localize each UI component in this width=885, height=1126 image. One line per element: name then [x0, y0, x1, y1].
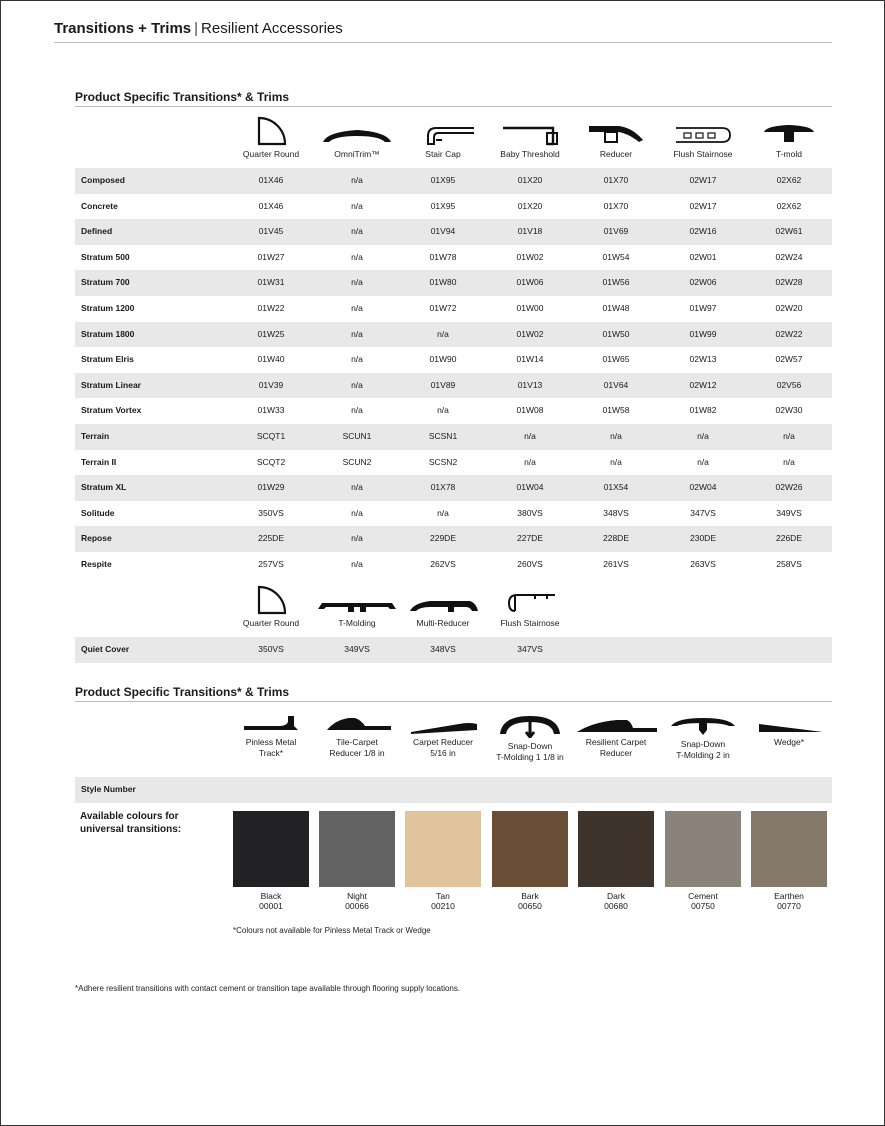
col-quarter-round	[228, 116, 314, 160]
table-row	[75, 219, 832, 245]
table-cell: n/a	[351, 507, 363, 518]
table-cell: 347VS	[517, 644, 543, 654]
page-title: Transitions + Trims	[54, 20, 192, 37]
row-name: Concrete	[81, 200, 118, 211]
pinless-metal-track-icon	[236, 712, 306, 734]
table-cell: 227DE	[517, 533, 543, 544]
table-cell: 01W58	[602, 405, 630, 416]
table-cell: n/a	[524, 431, 536, 441]
table-cell: n/a	[351, 277, 363, 288]
table-cell: 258VS	[776, 559, 802, 569]
table-cell: 02W22	[775, 328, 803, 339]
swatch-label	[400, 891, 486, 911]
col-label: Quarter Round	[242, 149, 300, 159]
col-stair-cap	[400, 116, 486, 160]
table-cell: 01W56	[602, 277, 630, 288]
style-number-row	[75, 777, 832, 803]
swatch-code: 00650	[518, 901, 542, 911]
col-label: T-Molding	[338, 618, 376, 628]
row-name: Composed	[81, 175, 125, 185]
table-cell: 02W26	[775, 482, 803, 493]
table-cell: 01X20	[517, 200, 543, 211]
table-cell: 350VS	[258, 644, 284, 654]
swatch-code: 00770	[777, 901, 801, 911]
t-molding-icon	[314, 585, 400, 615]
table-cell: 01W99	[689, 328, 717, 339]
table-cell: 349VS	[344, 644, 370, 654]
col-wedge	[746, 712, 832, 748]
table-row	[75, 322, 832, 348]
table-cell: 229DE	[430, 533, 456, 544]
colours-label-line2: universal transitions:	[80, 824, 182, 835]
row-name: Stratum 1200	[81, 303, 135, 313]
table-cell: 01X46	[258, 200, 284, 211]
flush-stairnose-icon	[495, 585, 565, 615]
col-t-mold	[746, 116, 832, 160]
colour-swatch	[492, 811, 568, 887]
table-cell: SCUN1	[342, 431, 372, 441]
col-label: Multi-Reducer	[416, 618, 470, 628]
stair-cap-icon	[408, 116, 478, 146]
table-cell: 01W04	[516, 482, 544, 493]
swatch-name: Dark	[607, 891, 625, 901]
label-line2: Reducer	[599, 748, 633, 758]
table-cell: 01W27	[257, 251, 285, 262]
footnote: *Adhere resilient transitions with contact cement or transition tape available through flooring supply locations.	[75, 984, 461, 993]
table-row	[75, 526, 832, 552]
table-cell: 01X70	[603, 175, 629, 185]
colour-note: *Colours not available for Pinless Metal Track or Wedge	[233, 926, 431, 935]
row-name: Stratum Vortex	[81, 405, 142, 416]
label-line1: Tile-Carpet	[336, 737, 378, 747]
col-label: OmniTrim™	[334, 149, 380, 159]
snap-down-t-molding-2-icon	[663, 712, 743, 736]
table-cell: 01W06	[516, 277, 544, 288]
table-cell: n/a	[351, 175, 363, 185]
colour-swatch	[751, 811, 827, 887]
table-cell: 01V45	[258, 226, 284, 237]
table-cell: 02W24	[775, 251, 803, 262]
table-row	[75, 270, 832, 296]
table-cell: 02W20	[775, 303, 803, 313]
table-row	[75, 398, 832, 424]
table-cell: SCQT1	[256, 431, 286, 441]
colours-label	[80, 810, 181, 836]
resilient-carpet-reducer-icon	[573, 712, 659, 734]
col-label: Baby Threshold	[500, 149, 560, 159]
table-cell: n/a	[351, 559, 363, 569]
table-cell: 380VS	[517, 507, 543, 518]
col-label	[573, 737, 659, 759]
table-cell: 02W06	[689, 277, 717, 288]
swatch-name: Cement	[688, 891, 718, 901]
swatch-name: Bark	[521, 891, 539, 901]
col-label	[487, 741, 573, 763]
row-name: Stratum 1800	[81, 328, 135, 339]
swatch-name: Night	[347, 891, 367, 901]
table-cell: 02W30	[775, 405, 803, 416]
table-row	[75, 245, 832, 271]
table-cell: 261VS	[603, 559, 629, 569]
label-line2: 5/16 in	[430, 748, 456, 758]
col-label	[660, 739, 746, 761]
col-reducer	[573, 116, 659, 160]
style-number-label: Style Number	[81, 784, 136, 794]
table-cell: SCUN2	[342, 456, 372, 467]
table-cell: 01X70	[603, 200, 629, 211]
swatch-name: Tan	[436, 891, 450, 901]
row-name: Terrain	[81, 431, 110, 441]
section2-title: Product Specific Transitions* & Trims	[75, 685, 832, 702]
table-cell: n/a	[437, 405, 449, 416]
colour-swatch	[665, 811, 741, 887]
swatch-label	[228, 891, 314, 911]
title-separator: |	[194, 20, 199, 37]
label-line1: Snap-Down	[507, 741, 553, 751]
table-cell: 01W02	[516, 251, 544, 262]
row-name: Repose	[81, 533, 112, 544]
swatch-name: Earthen	[774, 891, 804, 901]
table-cell: 01W33	[257, 405, 285, 416]
table-cell: 01V64	[603, 379, 629, 390]
table-cell: 01W02	[516, 328, 544, 339]
row-name: Stratum 700	[81, 277, 130, 288]
table-cell: n/a	[697, 431, 709, 441]
table-cell: n/a	[697, 456, 709, 467]
table-cell: 01W00	[516, 303, 544, 313]
swatch-label	[660, 891, 746, 911]
table-cell: 01W31	[257, 277, 285, 288]
row-name: Solitude	[81, 507, 115, 518]
table-cell: 01V89	[430, 379, 456, 390]
label-line1: Pinless Metal	[245, 737, 297, 747]
row-name: Defined	[81, 226, 113, 237]
table-cell: n/a	[351, 405, 363, 416]
table-cell: 01W90	[429, 354, 457, 365]
table-cell: 262VS	[430, 559, 456, 569]
table-cell: n/a	[351, 303, 363, 313]
table-row	[75, 194, 832, 220]
t-mold-icon	[754, 116, 824, 146]
page-header	[54, 20, 832, 43]
table-cell: 348VS	[430, 644, 456, 654]
label-line2: Track*	[258, 748, 284, 758]
col-label	[228, 737, 314, 759]
table-cell: 01W65	[602, 354, 630, 365]
col-label: T-mold	[776, 149, 802, 159]
colour-swatch	[405, 811, 481, 887]
table-cell: 348VS	[603, 507, 629, 518]
qc-col-flush-stairnose	[487, 585, 573, 629]
table-cell: SCSN2	[428, 456, 458, 467]
table-cell: 01W29	[257, 482, 285, 493]
table-cell: 01W14	[516, 354, 544, 365]
table-cell: 01W82	[689, 405, 717, 416]
qc-col-quarter-round	[228, 585, 314, 629]
swatch-code: 00066	[345, 901, 369, 911]
multi-reducer-icon	[400, 585, 486, 615]
label-line1: Snap-Down	[680, 739, 726, 749]
colour-swatch	[319, 811, 395, 887]
row-name: Quiet Cover	[81, 644, 130, 654]
col-label	[400, 737, 486, 759]
col-baby-threshold	[487, 116, 573, 160]
table-row	[75, 347, 832, 373]
table-cell: 02W61	[775, 226, 803, 237]
table-cell: n/a	[437, 507, 449, 518]
table-cell: SCQT2	[256, 456, 286, 467]
table-cell: 01W22	[257, 303, 285, 313]
swatch-code: 00210	[431, 901, 455, 911]
swatch-code: 00750	[691, 901, 715, 911]
swatch-code: 00680	[604, 901, 628, 911]
colour-swatch	[233, 811, 309, 887]
table-cell: 01W50	[602, 328, 630, 339]
table-cell: 02W13	[689, 354, 717, 365]
table-cell: n/a	[351, 251, 363, 262]
table-cell: 02W28	[775, 277, 803, 288]
table-cell: 228DE	[603, 533, 629, 544]
col-label	[746, 737, 832, 748]
table-cell: 230DE	[690, 533, 716, 544]
row-name: Stratum Elris	[81, 354, 134, 365]
qc-col-t-molding	[314, 585, 400, 629]
table-cell: 01W48	[602, 303, 630, 313]
table-row	[75, 424, 832, 450]
table-row	[75, 373, 832, 399]
table-cell: SCSN1	[428, 431, 458, 441]
table-cell: 01V69	[603, 226, 629, 237]
label-line2: T-Molding 1 1/8 in	[496, 752, 564, 762]
table-cell: n/a	[351, 379, 363, 390]
label-line2: Reducer 1/8 in	[329, 748, 385, 758]
table-cell: 02W12	[689, 379, 717, 390]
col-label: Reducer	[599, 149, 633, 159]
col-label: Stair Cap	[425, 149, 461, 159]
flush-stairnose-icon	[668, 116, 738, 146]
col-carpet-reducer	[400, 712, 486, 759]
table-cell: 02V56	[776, 379, 802, 390]
table-cell: 02W17	[689, 175, 717, 185]
table-cell: 02X62	[776, 175, 802, 185]
table-row	[75, 450, 832, 476]
col-label: Quarter Round	[242, 618, 300, 628]
table-cell: 01V18	[517, 226, 543, 237]
table-cell: 263VS	[690, 559, 716, 569]
table-row	[75, 168, 832, 194]
table-cell: 02W57	[775, 354, 803, 365]
col-label: Flush Stairnose	[500, 618, 560, 628]
qc-col-multi-reducer	[400, 585, 486, 629]
table-row	[75, 552, 832, 578]
col-resilient-carpet-reducer	[573, 712, 659, 759]
label-line1: Wedge*	[773, 737, 805, 747]
quarter-round-icon	[241, 585, 301, 615]
table-cell: 02W17	[689, 200, 717, 211]
table-cell: n/a	[351, 482, 363, 493]
colours-label-line1: Available colours for	[80, 811, 179, 822]
omnitrim-icon	[317, 116, 397, 146]
table-cell: 01X20	[517, 175, 543, 185]
table-cell: 01X78	[430, 482, 456, 493]
swatch-label	[746, 891, 832, 911]
table-cell: 01W78	[429, 251, 457, 262]
table-cell: n/a	[610, 431, 622, 441]
reducer-icon	[581, 116, 651, 146]
label-line1: Resilient Carpet	[585, 737, 647, 747]
table-cell: 01W25	[257, 328, 285, 339]
table-cell: 257VS	[258, 559, 284, 569]
table-cell: n/a	[351, 354, 363, 365]
table-cell: 349VS	[776, 507, 802, 518]
table-cell: n/a	[351, 533, 363, 544]
table-cell: 226DE	[776, 533, 802, 544]
table-cell: n/a	[351, 200, 363, 211]
table-row	[75, 475, 832, 501]
col-snap-down-t-molding-2	[660, 712, 746, 761]
table-row	[75, 501, 832, 527]
table-cell: 01V39	[258, 379, 284, 390]
section1-title: Product Specific Transitions* & Trims	[75, 90, 832, 107]
quarter-round-icon	[241, 116, 301, 146]
row-name: Terrain II	[81, 456, 117, 467]
swatch-label	[487, 891, 573, 911]
table-cell: n/a	[437, 328, 449, 339]
table-cell: n/a	[783, 456, 795, 467]
tile-carpet-reducer-icon	[317, 712, 397, 734]
label-line2: T-Molding 2 in	[676, 750, 730, 760]
table-row	[75, 296, 832, 322]
table-cell: 01W97	[689, 303, 717, 313]
table-cell: 01X95	[430, 175, 456, 185]
table-cell: 02X62	[776, 200, 802, 211]
table-row-quiet-cover	[75, 637, 832, 663]
swatch-code: 00001	[259, 901, 283, 911]
row-name: Stratum 500	[81, 251, 130, 262]
col-pinless-metal-track	[228, 712, 314, 759]
swatch-name: Black	[260, 891, 282, 901]
table-cell: 01W80	[429, 277, 457, 288]
table-cell: 01X46	[258, 175, 284, 185]
table-cell: 02W01	[689, 251, 717, 262]
table-cell: 02W16	[689, 226, 717, 237]
col-omnitrim	[314, 116, 400, 160]
row-name: Respite	[81, 559, 112, 569]
table-cell: n/a	[351, 226, 363, 237]
table-cell: 01W40	[257, 354, 285, 365]
colour-swatch	[578, 811, 654, 887]
swatch-label	[573, 891, 659, 911]
table-cell: 01X54	[603, 482, 629, 493]
table-cell: 347VS	[690, 507, 716, 518]
table-cell: 01W54	[602, 251, 630, 262]
table-cell: n/a	[524, 456, 536, 467]
table-cell: 01X95	[430, 200, 456, 211]
table-cell: 01V13	[517, 379, 543, 390]
baby-threshold-icon	[495, 116, 565, 146]
wedge-icon	[749, 712, 829, 734]
table-cell: 350VS	[258, 507, 284, 518]
table-cell: n/a	[610, 456, 622, 467]
carpet-reducer-icon	[403, 712, 483, 734]
col-flush-stairnose	[660, 116, 746, 160]
col-snap-down-t-molding	[487, 712, 573, 763]
table-cell: 260VS	[517, 559, 543, 569]
snap-down-t-molding-icon	[490, 712, 570, 738]
swatch-label	[314, 891, 400, 911]
page-subtitle: Resilient Accessories	[201, 20, 343, 37]
table-cell: n/a	[783, 431, 795, 441]
table-cell: 01W08	[516, 405, 544, 416]
col-tile-carpet-reducer	[314, 712, 400, 759]
table-cell: 01W72	[429, 303, 457, 313]
row-name: Stratum Linear	[81, 379, 141, 390]
table-cell: n/a	[351, 328, 363, 339]
table-cell: 01V94	[430, 226, 456, 237]
col-label: Flush Stairnose	[673, 149, 733, 159]
table-cell: 02W04	[689, 482, 717, 493]
row-name: Stratum XL	[81, 482, 127, 493]
table-cell: 225DE	[258, 533, 284, 544]
col-label	[314, 737, 400, 759]
label-line1: Carpet Reducer	[412, 737, 473, 747]
